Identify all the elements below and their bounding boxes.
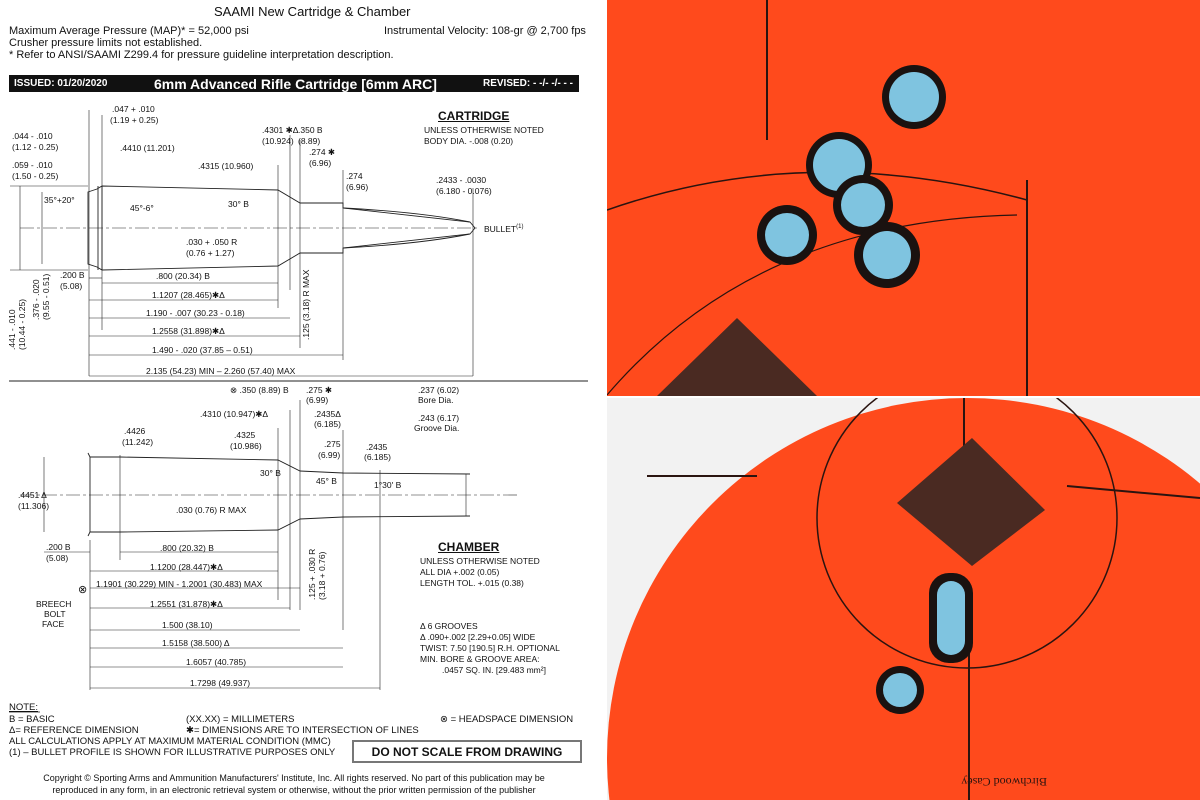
bullet-hole	[765, 213, 809, 257]
do-not-scale-box: DO NOT SCALE FROM DRAWING	[352, 740, 582, 763]
chamber-section-title: CHAMBER	[438, 540, 500, 554]
note-label: NOTE:	[9, 702, 39, 713]
dim-c-2435d: .2435Δ	[314, 409, 341, 419]
target-top-graphic	[607, 0, 1200, 396]
bullet-hole	[889, 72, 939, 122]
dim-376-mm: (9.55 - 0.51)	[41, 273, 51, 320]
dim-4301-mm: (10.924)	[262, 136, 294, 146]
dim-274s-mm: (6.96)	[309, 158, 332, 168]
groove-dia: Groove Dia.	[414, 423, 460, 433]
dim-059: .059 - .010	[12, 160, 53, 170]
copyright-line-1: Copyright © Sporting Arms and Ammunition Manufacturers' Institute, Inc. All rights reserved. No part of this publication may be	[43, 773, 545, 783]
legend-mm: (XX.XX) = MILLIMETERS	[186, 714, 295, 725]
revised-date: REVISED: - -/- -/- - - -	[483, 78, 573, 100]
dim-047: .047 + .010	[112, 104, 155, 114]
issued-date: ISSUED: 01/20/2020	[14, 78, 108, 89]
dim-c-125r-mm: (3.18 + 0.76)	[317, 551, 327, 600]
breech-1: BREECH	[36, 599, 72, 609]
dim-030: .030 + .050 R	[186, 237, 238, 247]
dim-c-4426: .4426	[124, 426, 146, 436]
dim-030-mm: (0.76 + 1.27)	[186, 248, 235, 258]
dim-45deg: 45°-6°	[130, 203, 154, 213]
target-photo-bottom	[607, 398, 1200, 800]
dim-350-mm: (8.89)	[298, 136, 321, 146]
drawing-title: SAAMI New Cartridge & Chamber	[214, 4, 411, 19]
crusher-text: Crusher pressure limits not established.	[9, 37, 203, 49]
dim-c-237: .237 (6.02)	[418, 385, 460, 395]
dim-c-17298: 1.7298 (49.937)	[190, 678, 251, 688]
dim-c-130b: 1°30' B	[374, 480, 402, 490]
dim-274: .274	[346, 171, 363, 181]
dim-c-125r: .125 + .030 R	[307, 548, 317, 600]
headspace-symbol: ⊗	[78, 584, 88, 596]
breech-3: FACE	[42, 619, 65, 629]
saami-drawing	[0, 0, 588, 800]
dim-c-15158: 1.5158 (38.500) Δ	[162, 638, 230, 648]
dim-c-2435: .2435	[366, 442, 388, 452]
grooves-5: .0457 SQ. IN. [29.483 mm²]	[442, 665, 546, 675]
dim-274s: .274 ✱	[309, 147, 336, 157]
dim-2135: 2.135 (54.23) MIN – 2.260 (57.40) MAX	[146, 366, 296, 376]
legend-bullet-profile: (1) – BULLET PROFILE IS SHOWN FOR ILLUSTRATIVE PURPOSES ONLY	[9, 747, 336, 758]
bullet-hole	[841, 183, 885, 227]
dim-c-4310: .4310 (10.947)✱Δ	[200, 409, 269, 419]
dim-c-2435-mm: (6.185)	[364, 452, 391, 462]
dim-c-30b: 30° B	[260, 468, 281, 478]
target-brand-text: Birchwood Casey	[961, 775, 1047, 789]
copyright-line-2: reproduced in any form, in an electronic retrieval system or otherwise, without the prior written permission of the publisher	[52, 785, 536, 795]
dim-4315: .4315 (10.960)	[198, 161, 254, 171]
dim-044-mm: (1.12 - 0.25)	[12, 142, 59, 152]
chamber-note-2: ALL DIA +.002 (0.05)	[420, 567, 500, 577]
legend-calc: ALL CALCULATIONS APPLY AT MAXIMUM MATERIAL CONDITION (MMC)	[9, 736, 331, 747]
map-text: Maximum Average Pressure (MAP)* = 52,000 psi	[9, 25, 249, 37]
dim-c-275-mm: (6.99)	[318, 450, 341, 460]
dim-4301: .4301 ✱Δ	[262, 125, 299, 135]
bore-dia: Bore Dia.	[418, 395, 454, 405]
chamber-note-3: LENGTH TOL. +.015 (0.38)	[420, 578, 524, 588]
dim-441-mm: (10.44 - 0.25)	[17, 298, 27, 350]
legend-headspace: ⊗ = HEADSPACE DIMENSION	[440, 714, 574, 725]
legend-intersection: ✱= DIMENSIONS ARE TO INTERSECTION OF LINES	[186, 725, 419, 736]
dim-376: .376 - .020	[31, 279, 41, 320]
cartridge-note-2: BODY DIA. -.008 (0.20)	[424, 136, 514, 146]
dim-441: .441 - .010	[7, 309, 17, 350]
bullet-hole	[863, 231, 911, 279]
dim-c-16057: 1.6057 (40.785)	[186, 657, 247, 667]
dim-c-4426-mm: (11.242)	[122, 437, 154, 447]
dim-c-11901: 1.1901 (30.229) MIN - 1.2001 (30.483) MAX	[96, 579, 263, 589]
dim-2433: .2433 - .0030	[436, 175, 487, 185]
bullet-hole	[883, 673, 917, 707]
dim-350b: .350 B	[298, 125, 323, 135]
grooves-3: TWIST: 7.50 [190.5] R.H. OPTIONAL	[420, 643, 560, 653]
dim-c-4451: .4451 Δ	[18, 490, 47, 500]
dim-c-275: .275	[324, 439, 341, 449]
breech-2: BOLT	[44, 609, 66, 619]
target-bottom-graphic	[607, 398, 1200, 800]
dim-c-4325: .4325	[234, 430, 256, 440]
dim-059-mm: (1.50 - 0.25)	[12, 171, 59, 181]
dim-c-275s: .275 ✱	[306, 385, 333, 395]
dim-c-030r: .030 (0.76) R MAX	[176, 505, 247, 515]
dim-200b: .200 B	[60, 270, 85, 280]
dim-800: .800 (20.34) B	[156, 271, 210, 281]
dim-274-mm: (6.96)	[346, 182, 369, 192]
dim-c-200b: .200 B	[46, 542, 71, 552]
cartridge-note-1: UNLESS OTHERWISE NOTED	[424, 125, 544, 135]
dim-35deg: 35°+20°	[44, 195, 75, 205]
dim-c-11200: 1.1200 (28.447)✱Δ	[150, 562, 223, 572]
bullet-label: BULLET$^{(1)}$	[484, 223, 524, 234]
chamber-note-1: UNLESS OTHERWISE NOTED	[420, 556, 540, 566]
refer-text: * Refer to ANSI/SAAMI Z299.4 for pressure guideline interpretation description.	[9, 49, 394, 61]
dim-11207: 1.1207 (28.465)✱Δ	[152, 290, 225, 300]
dim-30b: 30° B	[228, 199, 249, 209]
dim-c-2435d-mm: (6.185)	[314, 419, 341, 429]
dim-044: .044 - .010	[12, 131, 53, 141]
dim-c-275s-mm: (6.99)	[306, 395, 329, 405]
cartridge-section-title: CARTRIDGE	[438, 109, 510, 123]
dim-c-4325-mm: (10.986)	[230, 441, 262, 451]
dim-c-12551: 1.2551 (31.878)✱Δ	[150, 599, 223, 609]
grooves-2: Δ .090+.002 [2.29+0.05] WIDE	[420, 632, 536, 642]
dim-c-1500: 1.500 (38.10)	[162, 620, 213, 630]
dim-4410: .4410 (11.201)	[120, 143, 175, 153]
bullet-hole	[937, 581, 965, 655]
grooves-4: MIN. BORE & GROOVE AREA:	[420, 654, 540, 664]
dim-c-243: .243 (6.17)	[418, 413, 460, 423]
legend-basic: B = BASIC	[9, 714, 55, 725]
dim-c-45b: 45° B	[316, 476, 337, 486]
dim-c-350: ⊗ .350 (8.89) B	[230, 385, 289, 395]
dim-2433-mm: (6.180 - 0.076)	[436, 186, 492, 196]
dim-c-200-mm: (5.08)	[46, 553, 69, 563]
dim-c-4451-mm: (11.306)	[18, 501, 50, 511]
legend-ref: Δ= REFERENCE DIMENSION	[9, 725, 139, 736]
target-photo-top	[607, 0, 1200, 396]
dim-125: .125 (3.18) R MAX	[301, 269, 311, 340]
dim-12558: 1.2558 (31.898)✱Δ	[152, 326, 225, 336]
grooves-1: Δ 6 GROOVES	[420, 621, 478, 631]
cartridge-name: 6mm Advanced Rifle Cartridge [6mm ARC]	[154, 76, 437, 92]
dim-1190: 1.190 - .007 (30.23 - 0.18)	[146, 308, 245, 318]
dim-1490: 1.490 - .020 (37.85 – 0.51)	[152, 345, 253, 355]
velocity-text: Instrumental Velocity: 108-gr @ 2,700 fps	[384, 25, 586, 37]
dim-047-mm: (1.19 + 0.25)	[110, 115, 159, 125]
dim-c-800: .800 (20.32) B	[160, 543, 214, 553]
dim-200-mm: (5.08)	[60, 281, 83, 291]
